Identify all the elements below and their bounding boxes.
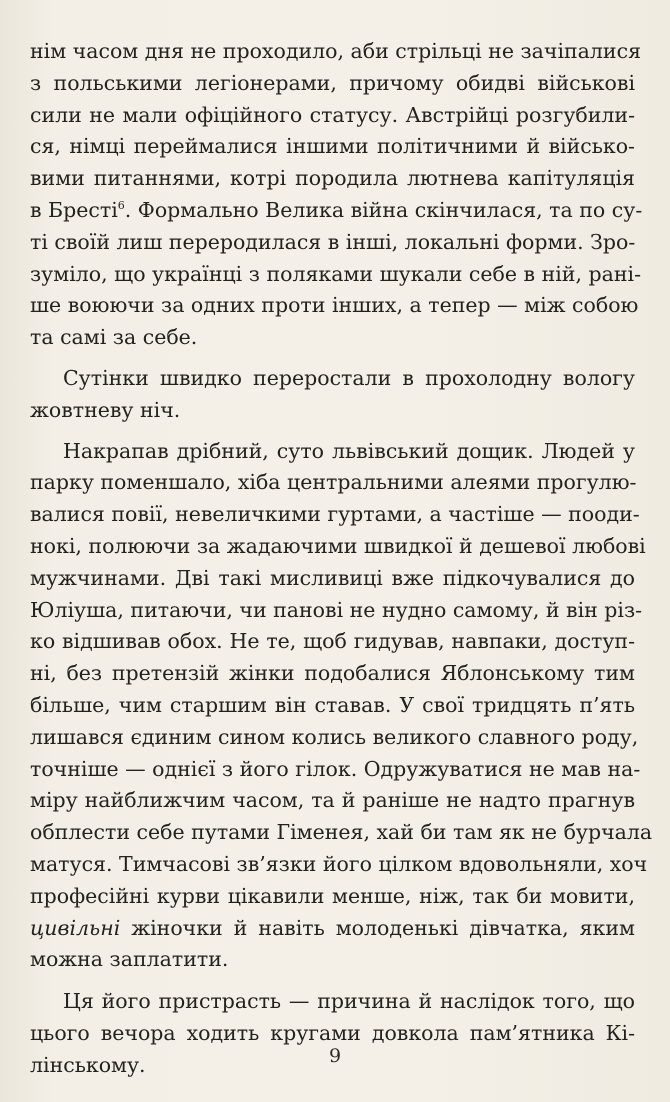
text-line: цього вечора ходить кругами довкола пам’ятника Кі- xyxy=(30,1020,635,1045)
text-line: матуся. Тимчасові зв’язки його цілком вдовольняли, хоч xyxy=(30,851,648,876)
text-line: жовтневу ніч. xyxy=(30,397,181,422)
text-line: вими питаннями, котрі породила лютнева капітуляція xyxy=(30,166,635,191)
text-line: зуміло, що українці з поляками шукали себе в ній, рані- xyxy=(30,261,641,286)
paragraph-spacing xyxy=(30,427,635,436)
text-line: парку поменшало, хіба центральними алеями прогулю- xyxy=(30,470,637,495)
text-line: мужчинами. Дві такі мисливиці вже підкочувалися до xyxy=(30,565,635,590)
text-line: з польськими легіонерами, причому обидві військові xyxy=(30,70,635,95)
text-line: та самі за себе. xyxy=(30,325,198,350)
text-line: лишався єдиним сином колись великого славного роду, xyxy=(30,724,639,749)
text-segment: . Формально Велика війна скінчилася, та по су- xyxy=(124,197,643,222)
footnote-mark[interactable]: 6 xyxy=(117,199,125,213)
text-line: Накрапав дрібний, суто львівський дощик. Людей у xyxy=(63,438,635,463)
page-number: 9 xyxy=(328,1045,342,1067)
text-line: ні, без претензій жінки подобалися Яблонському тим xyxy=(30,661,635,686)
paragraph-1 xyxy=(30,36,643,354)
text-line: ся, німці переймалися іншими політичними й військо- xyxy=(30,134,635,159)
paragraph-3 xyxy=(30,436,653,977)
text-line-with-footnote xyxy=(30,195,643,227)
text-segment: жіночки й навіть молоденькі дівчатка, яким xyxy=(131,915,635,940)
paragraph-spacing xyxy=(30,976,635,986)
body-text xyxy=(30,36,653,1082)
text-line: ті своїй лиш переродилася в інші, локальні форми. Зро- xyxy=(30,229,636,254)
paragraph-2 xyxy=(30,363,635,427)
text-segment: в Бресті xyxy=(30,197,118,222)
text-line: обплести себе путами Гіменея, хай би там як не бурчала xyxy=(30,820,653,845)
text-line: можна заплатити. xyxy=(30,947,229,972)
text-line: більше, чим старшим він ставав. У свої тридцять п’ять xyxy=(30,692,635,717)
text-line: нокі, полюючи за жадаючими швидкої й дешевої любові xyxy=(30,533,646,558)
text-line: Юліуша, питаючи, чи панові не нудно самому, й він різ- xyxy=(30,597,643,622)
text-line: лінському. xyxy=(30,1052,146,1077)
text-line: міру найближчим часом, та й раніше не надто прагнув xyxy=(30,788,635,813)
text-line: Сутінки швидко переростали в прохолодну вологу xyxy=(63,365,635,390)
text-line: точніше — однієї з його гілок. Одружуватися не мав на- xyxy=(30,756,641,781)
text-line: професійні курви цікавили менше, ніж, так би мовити, xyxy=(30,883,635,908)
text-line: нім часом дня не проходило, аби стрільці не зачіпалися xyxy=(30,39,641,63)
text-line: ко відшивав обох. Не те, щоб гидував, навпаки, доступ- xyxy=(30,629,635,654)
text-line: валися повії, невеличкими гуртами, а частіше — пооди- xyxy=(30,502,640,527)
text-line: ше воюючи за одних проти інших, а тепер — між собою xyxy=(30,293,639,318)
text-line: сили не мали офіційного статусу. Австрійці розгубили- xyxy=(30,102,635,127)
italic-word: цивільні xyxy=(30,915,121,940)
text-line: Ця його пристрасть — причина й наслідок того, що xyxy=(63,989,635,1014)
paragraph-spacing xyxy=(30,354,635,363)
paragraph-4 xyxy=(30,986,635,1081)
text-line-with-italic xyxy=(30,913,635,945)
